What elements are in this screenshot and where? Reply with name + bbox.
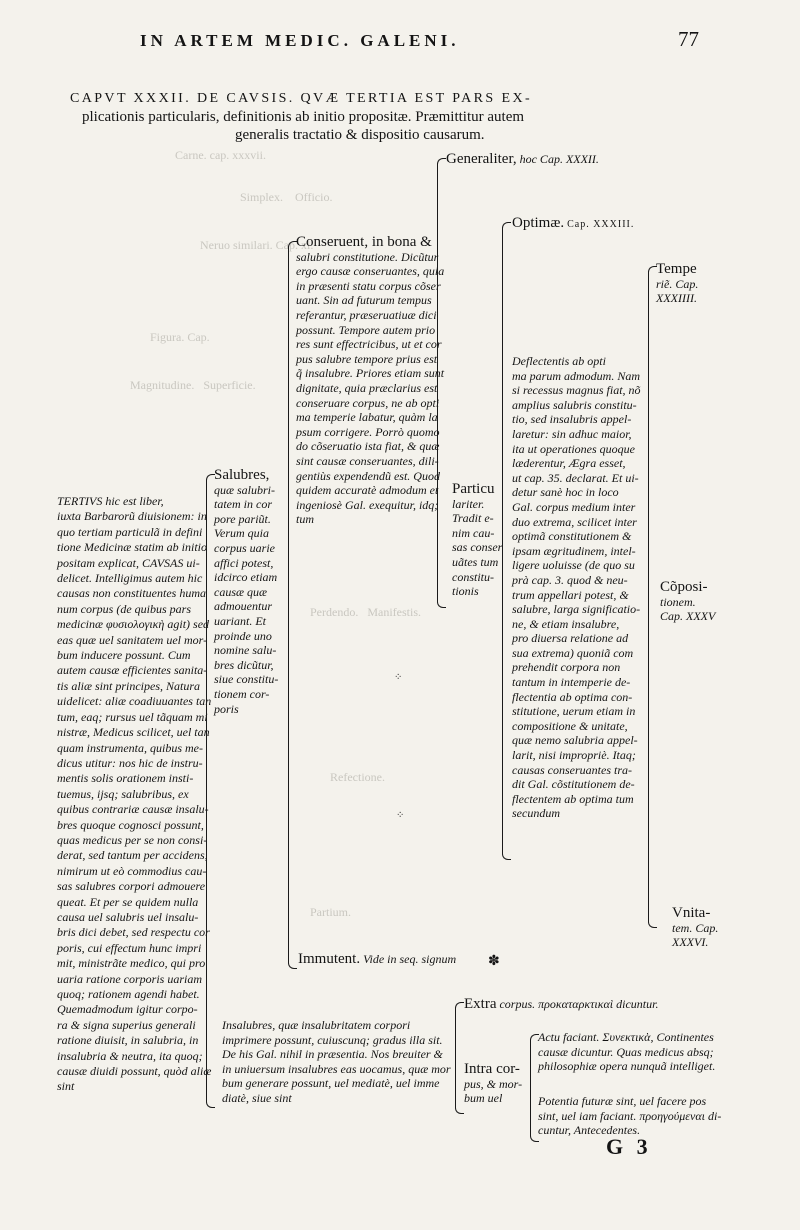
particulariter-line: lariter.	[452, 496, 485, 511]
optimae-block	[512, 216, 762, 233]
commentary-line: Quemadmodum igitur corpo-	[57, 1002, 198, 1017]
deflectentis-line: amplius salubris constitu-	[512, 397, 637, 412]
conseruent-line: pus salubre tempore prius est	[296, 351, 438, 366]
chapter-title	[70, 90, 730, 144]
deflectentis-line: si recessus magnus fiat, nõ	[512, 383, 641, 398]
deflectentis-line: dit Gal. cõstitutionem de-	[512, 777, 635, 792]
bleed-through-text: Simplex. Officio.	[240, 190, 333, 204]
chapter-title-line: plicationis particularis, definitionis ab initio propositæ. Præmittitur autem	[82, 109, 525, 125]
commentary-line: ratione diuisit, in salubria, in	[57, 1033, 199, 1048]
deflectentis-line: prehendit corpora non	[512, 660, 621, 675]
commentary-line: tione Medicinæ statim ab initio	[57, 540, 207, 555]
salubres-line: nomine salu-	[214, 643, 277, 658]
bleed-through-text: Figura. Cap.	[150, 330, 210, 344]
deflectentis-line: quæ nemo salubria appel-	[512, 733, 638, 748]
salubres-line: corpus uarie	[214, 540, 275, 555]
commentary-line: quoq; rationem agendi habet.	[57, 987, 200, 1001]
deflectentis-line: compositione & unitate,	[512, 718, 628, 733]
commentary-line: uaria ratione corporis uariam	[57, 971, 203, 986]
commentary-line: quibus contrariæ causæ insalu-	[57, 802, 209, 817]
compositionem-line: Cap. XXXV	[660, 609, 716, 624]
salubres-block	[214, 468, 286, 716]
salubres-line: poris	[214, 701, 239, 716]
conseruent-line: referantur, præseruatiuæ dici	[296, 307, 437, 322]
insalubres-line: De his Gal. nihil in præsentia. Nos breuiter &	[222, 1047, 443, 1062]
bleed-through-text: Partium.	[310, 905, 351, 919]
immutent-reference: Vide in seq. signum	[363, 952, 457, 966]
immutent-block	[298, 952, 518, 967]
commentary-line: bum inducere possunt. Cum	[57, 648, 191, 663]
insalubres-line: diatè, siue sint	[222, 1090, 292, 1105]
deflectentis-line: stitutione, uerum etiam in	[512, 704, 636, 719]
deflectentis-line: detur sanè hoc in loco	[512, 485, 619, 500]
deflectentis-line: ma parum admodum. Nam	[512, 368, 641, 383]
commentary-line: nistræ, Medicus scilicet, uel tan	[57, 725, 210, 740]
deflectentis-line: læderentur, Ægra esset,	[512, 456, 626, 471]
dots-ornament: ⁘	[394, 672, 403, 683]
particulariter-line: sas conser	[452, 540, 503, 555]
commentary-line: causas non constituentes huma	[57, 586, 206, 601]
intra-line: bum uel	[464, 1091, 503, 1106]
commentary-line: num corpus (de quibus pars	[57, 601, 191, 616]
intra-line: pus, & mor-	[464, 1076, 523, 1091]
commentary-line: bres quoque cognosci possunt,	[57, 817, 204, 832]
commentary-line: insalubria & neutra, ita quoq;	[57, 1048, 203, 1063]
deflectentis-line: tantum in intemperie de-	[512, 675, 631, 690]
bleed-through-text: Magnitudine. Superficie.	[130, 378, 256, 392]
brace-generaliter-particulariter	[437, 158, 446, 608]
conseruent-line: uant. Sin ad futurum tempus	[296, 293, 432, 308]
conseruent-line: gentiùs expendendũ est. Quod	[296, 468, 440, 483]
conseruent-line: sint causæ conseruantes, dili-	[296, 453, 439, 468]
conseruent-line: q̃ insalubre. Priores etiam sunt	[296, 366, 445, 381]
particulariter-line: constitu-	[452, 569, 494, 584]
deflectentis-line: Deflectentis ab opti	[512, 354, 606, 368]
compositionem-block	[660, 580, 740, 624]
commentary-line: delicet. Intelligimus autem hic	[57, 571, 203, 586]
particulariter-block	[452, 482, 507, 599]
optimae-reference: Cap. XXXIII.	[567, 219, 635, 230]
deflectentis-line: flectentia ab optima con-	[512, 689, 633, 704]
salubres-line: admouentur	[214, 599, 272, 614]
dots-ornament: ⁘	[396, 810, 405, 821]
salubres-line: Salubres,	[214, 467, 270, 483]
chapter-title-line: generalis tractatio & dispositio causarum.	[235, 127, 485, 143]
conseruent-line: in præsenti statu corpus cõser	[296, 278, 441, 293]
particulariter-line: tionis	[452, 584, 479, 599]
generaliter-reference: hoc Cap. XXXII.	[519, 152, 599, 166]
commentary-line: eas quæ uel sanitatem uel mor-	[57, 632, 208, 647]
conseruent-line: res sunt effectricibus, ut et cor	[296, 337, 442, 352]
running-header: IN ARTEM MEDIC. GALENI.	[140, 31, 460, 50]
potentia-line: Potentia futuræ sint, uel facere pos	[538, 1094, 707, 1108]
salubres-line: idcirco etiam	[214, 570, 278, 585]
commentary-line: derat, sed tantum per accidens,	[57, 848, 208, 863]
commentary-line: queat. Et per se quidem nulla	[57, 894, 199, 909]
optimae-heading: Optimæ.	[512, 215, 565, 231]
unitatem-line: tem. Cap.	[672, 920, 719, 935]
unitatem-block	[672, 906, 742, 950]
potentia-line: sint, uel iam faciant. προηγούμεναι di-	[538, 1108, 722, 1123]
deflectentis-line: ligere uoluisse (de quo su	[512, 558, 635, 573]
potentia-block	[538, 1094, 773, 1138]
salubres-line: affici potest,	[214, 555, 274, 570]
commentary-line: tum, eaq; rursus uel tãquam mi	[57, 709, 208, 724]
commentary-line: mit, ministrãte medico, qui pro	[57, 956, 206, 971]
salubres-line: uariant. Et	[214, 613, 267, 628]
deflectentis-line: secundum	[512, 806, 560, 821]
commentary-line: quas medicus per se non consi-	[57, 832, 208, 847]
commentary-line: quo tertiam particulã in defini	[57, 524, 203, 539]
deflectentis-line: ut cap. 35. declarat. Et ui-	[512, 470, 639, 485]
commentary-line: medicinæ φυσιολογικὴ agit) sed	[57, 617, 210, 632]
deflectentis-line: tio, sed insalubris appel-	[512, 412, 632, 427]
conseruent-line: salubri constitutione. Dicũtur	[296, 249, 439, 264]
extra-heading: Extra	[464, 996, 497, 1012]
commentary-column	[57, 494, 212, 1095]
conseruent-line: quidem accuratè admodum et	[296, 483, 439, 498]
deflectentis-line: ipsam ægritudinem, intel-	[512, 543, 636, 558]
commentary-line: poris, cui effectum hunc impri	[57, 940, 202, 955]
conseruent-line: Conseruent, in bona &	[296, 234, 432, 250]
deflectentis-line: sua extrema) quoniã com	[512, 645, 634, 660]
particulariter-line: nim cau-	[452, 525, 495, 540]
commentary-line: causa uel salubris uel insalu-	[57, 909, 199, 924]
salubres-line: tatem in cor	[214, 497, 272, 512]
immutent-heading: Immutent.	[298, 951, 361, 967]
conseruent-block	[296, 235, 456, 527]
conseruent-line: dignitate, quia præclarius est	[296, 380, 438, 395]
deflectentis-block	[512, 354, 657, 821]
bleed-through-text: Refectione.	[330, 770, 385, 784]
commentary-line: bris dici debet, sed respectu cor	[57, 925, 210, 940]
salubres-line: quæ salubri-	[214, 482, 276, 497]
deflectentis-line: Gal. corpus medium inter	[512, 499, 636, 514]
salubres-line: causæ quæ	[214, 584, 268, 599]
deflectentis-line: ita ut operationes quoque	[512, 441, 635, 456]
deflectentis-line: duo extrema, scilicet inter	[512, 514, 637, 529]
deflectentis-line: causas conseruantes tra-	[512, 762, 632, 777]
fleuron-ornament: ✽	[488, 954, 500, 969]
generaliter-heading: Generaliter,	[446, 151, 517, 167]
temperie-line: riẽ. Cap.	[656, 276, 699, 291]
brace-temperie-compositio-unitas	[648, 266, 657, 928]
potentia-line: cuntur, Antecedentes.	[538, 1123, 641, 1138]
deflectentis-line: flectentem ab optima tum	[512, 791, 634, 806]
commentary-line: dicus utitur: nos hic de instru-	[57, 755, 203, 770]
deflectentis-line: laretur: sin adhuc maior,	[512, 426, 632, 441]
intra-block	[464, 1062, 534, 1106]
commentary-line: sint	[57, 1079, 75, 1094]
deflectentis-line: larit, nisi impropriè. Itaq;	[512, 748, 636, 763]
commentary-line: iuxta Barbarorũ diuisionem: in	[57, 509, 207, 524]
commentary-line: sas salubres corpori admouere	[57, 879, 206, 894]
commentary-line: ra & signa superius generali	[57, 1017, 196, 1032]
salubres-line: pore pariũt.	[214, 511, 271, 526]
compositionem-line: Cõposi-	[660, 579, 708, 595]
commentary-line: positam explicat, CAVSAS ui-	[57, 555, 200, 570]
conseruent-line: do cõseruatio ista fiat, & quæ	[296, 439, 440, 454]
unitatem-line: Vnita-	[672, 905, 711, 921]
brace-optimae-deflectentis	[502, 222, 511, 860]
bleed-through-text: Perdendo. Manifestis.	[310, 605, 421, 619]
insalubres-line: Insalubres, quæ insalubritatem corpori	[222, 1018, 411, 1032]
particulariter-line: Particu	[452, 481, 495, 497]
commentary-line: TERTIVS hic est liber,	[57, 494, 164, 508]
page-number: 77	[678, 27, 699, 51]
commentary-line: mentis solis orationem insti-	[57, 771, 194, 786]
bleed-through-text: Carne. cap. xxxvii.	[175, 148, 266, 162]
commentary-line: nimirum ut eò commodius cau-	[57, 863, 207, 878]
generaliter-block	[446, 152, 746, 167]
conseruent-line: ma temperie labatur, quàm la	[296, 410, 438, 425]
actu-line: philosophiæ opera nunquã intelliget.	[538, 1059, 716, 1074]
bleed-through-text: Neruo similari. Cap. xl.	[200, 238, 314, 252]
chapter-title-line: CAPVT XXXII. DE CAVSIS. QVÆ TERTIA EST PARS EX-	[70, 91, 533, 106]
conseruent-line: psum corrigere. Porrò quomo	[296, 424, 440, 439]
conseruent-line: ingeniosè Gal. exequitur, idq;	[296, 497, 439, 512]
deflectentis-line: optimã constitutionem &	[512, 529, 632, 544]
insalubres-line: in uniuersum insalubres eas uocamus, quæ mor	[222, 1061, 451, 1076]
temperie-block	[656, 262, 746, 306]
salubres-line: tionem cor-	[214, 686, 270, 701]
intra-line: Intra cor-	[464, 1061, 520, 1077]
conseruent-line: tum	[296, 512, 314, 527]
commentary-line: uidelicet: aliæ coadiuuantes tan	[57, 694, 212, 709]
particulariter-line: Tradit e-	[452, 511, 494, 526]
salubres-line: bres dicũtur,	[214, 657, 274, 672]
deflectentis-line: trum appellari potest, &	[512, 587, 629, 602]
compositionem-line: tionem.	[660, 594, 696, 609]
insalubres-line: imprimere possunt, cuiuscunq; gradus illa sit.	[222, 1032, 443, 1047]
deflectentis-line: ne, & etiam insalubre,	[512, 616, 620, 631]
commentary-line: tuemus, ijsq; salubribus, ex	[57, 786, 189, 801]
salubres-line: siue constitu-	[214, 672, 279, 687]
deflectentis-line: pro diuersa relatione ad	[512, 631, 629, 646]
particulariter-line: uãtes tum	[452, 554, 499, 569]
insalubres-line: bum generare possunt, uel mediatè, uel imme	[222, 1076, 440, 1091]
unitatem-line: XXXVI.	[672, 935, 709, 950]
temperie-line: Tempe	[656, 261, 697, 277]
extra-description: corpus. προκαταρκτικαὶ dicuntur.	[499, 997, 659, 1011]
temperie-line: XXXIIII.	[656, 291, 697, 306]
actu-block	[538, 1030, 773, 1074]
salubres-line: Verum quia	[214, 526, 269, 541]
commentary-line: causæ diuidi possunt, quòd aliæ	[57, 1064, 212, 1079]
signature-mark: G 3	[606, 1134, 652, 1159]
conseruent-line: ergo causæ conseruantes, quia	[296, 264, 445, 279]
conseruent-line: possunt. Tempore autem prio	[296, 322, 436, 337]
actu-line: Actu faciant. Συνεκτικὰ, Continentes	[538, 1030, 714, 1044]
deflectentis-line: prà cap. 3. quod & neu-	[512, 572, 628, 587]
insalubres-block	[222, 1018, 457, 1106]
extra-block	[464, 997, 764, 1012]
actu-line: causæ dicuntur. Quas medicus absq;	[538, 1044, 714, 1059]
conseruent-line: conseruare corpus, ne ab opti	[296, 395, 440, 410]
commentary-line: quam instrumenta, quibus me-	[57, 740, 203, 755]
deflectentis-line: salubre, larga significatio-	[512, 602, 641, 617]
brace-extra-intra	[455, 1002, 464, 1114]
commentary-line: autem causæ efficientes sanita-	[57, 663, 208, 678]
salubres-line: proinde uno	[214, 628, 272, 643]
commentary-line: tis aliæ sint principes, Natura	[57, 678, 201, 693]
